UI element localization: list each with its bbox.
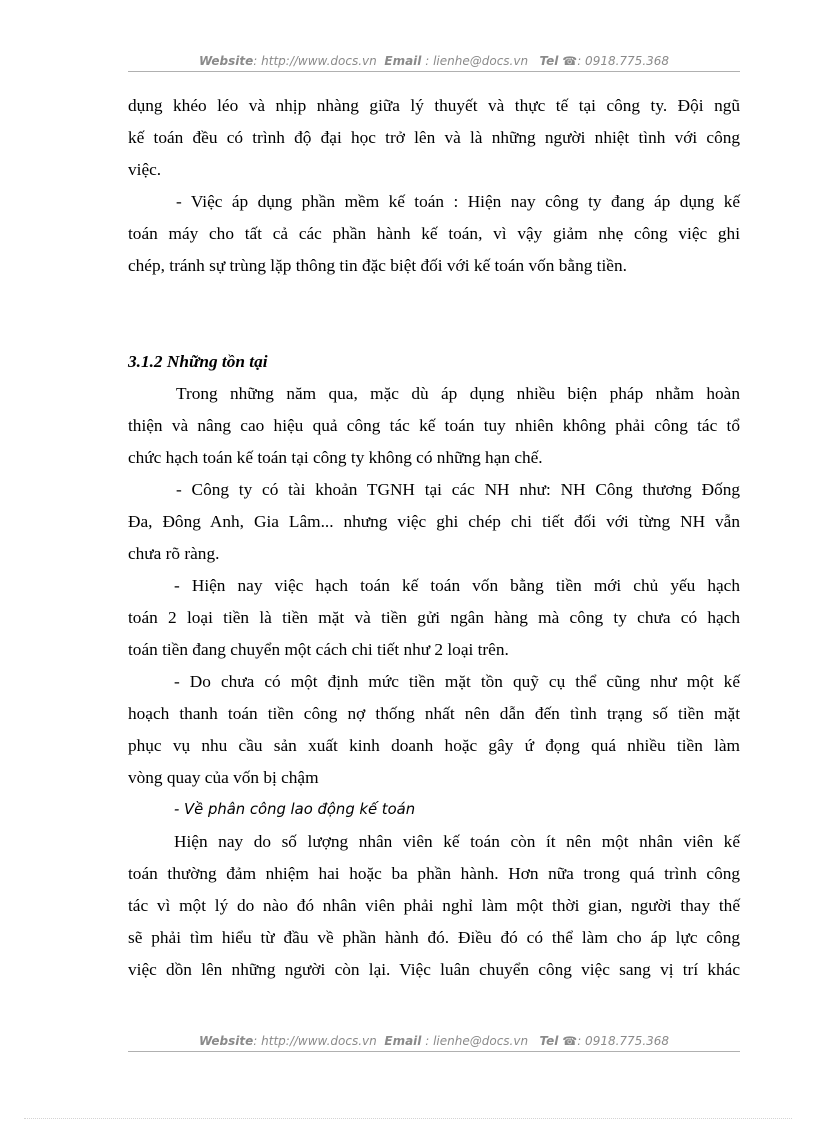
paragraph-line: kế toán đều có trình độ đại học trở lên và là những người nhiệt tình với công [128,128,740,147]
header-tel-label: Tel [539,54,559,68]
header-rule [128,71,740,72]
subsection-label: - Về phân công lao động kế toán [174,801,416,818]
paragraph-line: tác vì một lý do nào đó nhân viên phải nghỉ làm một thời gian, người thay thế [128,896,740,915]
header-website-label: Website [198,54,254,68]
paragraph-line: toán tiền đang chuyển một cách chi tiết như 2 loại trên. [128,640,509,659]
paragraph-line: thiện và nâng cao hiệu quả công tác kế toán tuy nhiên không phải công tác tổ [128,416,740,435]
header-website-url: : http://www.docs.vn [253,54,377,68]
paragraph-line: chép, tránh sự trùng lặp thông tin đặc biệt đối với kế toán vốn bằng tiền. [128,256,627,275]
paragraph-line: toán 2 loại tiền là tiền mặt và tiền gửi ngân hàng mà công ty chưa có hạch [128,608,740,627]
paragraph-line: vòng quay của vốn bị chậm [128,768,319,787]
phone-icon: ☎ [562,54,578,68]
paragraph-line: toán máy cho tất cả các phần hành kế toán, vì vậy giảm nhẹ công việc ghi [128,224,740,243]
footer-tel-label: Tel [539,1034,559,1048]
footer-website-label: Website [198,1034,254,1048]
header-email-value: : lienhe@docs.vn [425,54,529,68]
paragraph-line: việc dồn lên những người còn lại. Việc luân chuyển công việc sang vị trí khác [128,960,740,979]
paragraph-line: dụng khéo léo và nhịp nhàng giữa lý thuyết và thực tế tại công ty. Đội ngũ [128,96,740,115]
paragraph-line: - Việc áp dụng phần mềm kế toán : Hiện nay công ty đang áp dụng kế [176,192,740,211]
paragraph-line: Hiện nay do số lượng nhân viên kế toán còn ít nên một nhân viên kế [174,832,740,851]
document-body [128,90,740,986]
header-tel-value: : 0918.775.368 [577,54,670,68]
page-header [128,54,740,68]
phone-icon: ☎ [562,1034,578,1048]
paragraph-line: chức hạch toán kế toán tại công ty không có những hạn chế. [128,448,543,467]
paragraph-line: sẽ phải tìm hiểu từ đầu về phần hành đó. Điều đó có thể làm cho áp lực công [128,928,740,947]
paragraph-line: chưa rõ ràng. [128,544,220,563]
section-heading: 3.1.2 Những tồn tại [128,352,268,371]
paragraph-line: - Hiện nay việc hạch toán kế toán vốn bằng tiền mới chủ yếu hạch [174,576,740,595]
footer-rule [128,1051,740,1052]
footer-email-value: : lienhe@docs.vn [425,1034,529,1048]
paragraph-line: việc. [128,160,162,179]
footer-tel-value: : 0918.775.368 [577,1034,670,1048]
paragraph-line: hoạch thanh toán tiền công nợ thống nhất nên dẫn đến tình trạng số tiền mặt [128,704,740,723]
paragraph-line: toán thường đảm nhiệm hai hoặc ba phần hành. Hơn nữa trong quá trình công [128,864,740,883]
footer-website-url: : http://www.docs.vn [253,1034,377,1048]
header-email-label: Email [384,54,422,68]
paragraph-line: Đa, Đông Anh, Gia Lâm... nhưng việc ghi chép chi tiết đối với từng NH vẫn [128,512,740,531]
footer-email-label: Email [384,1034,422,1048]
section-spacer [128,282,740,346]
page-footer [128,1034,740,1048]
paragraph-line: Trong những năm qua, mặc dù áp dụng nhiều biện pháp nhằm hoàn [176,384,740,403]
paragraph-line: - Do chưa có một định mức tiền mặt tồn quỹ cụ thể cũng như một kế [174,672,740,691]
paragraph-line: - Công ty có tài khoản TGNH tại các NH như: NH Công thương Đống [176,480,740,499]
paragraph-line: phục vụ nhu cầu sản xuất kinh doanh hoặc gây ứ đọng quá nhiều tiền làm [128,736,740,755]
page-bottom-dotted-border [24,1118,792,1119]
